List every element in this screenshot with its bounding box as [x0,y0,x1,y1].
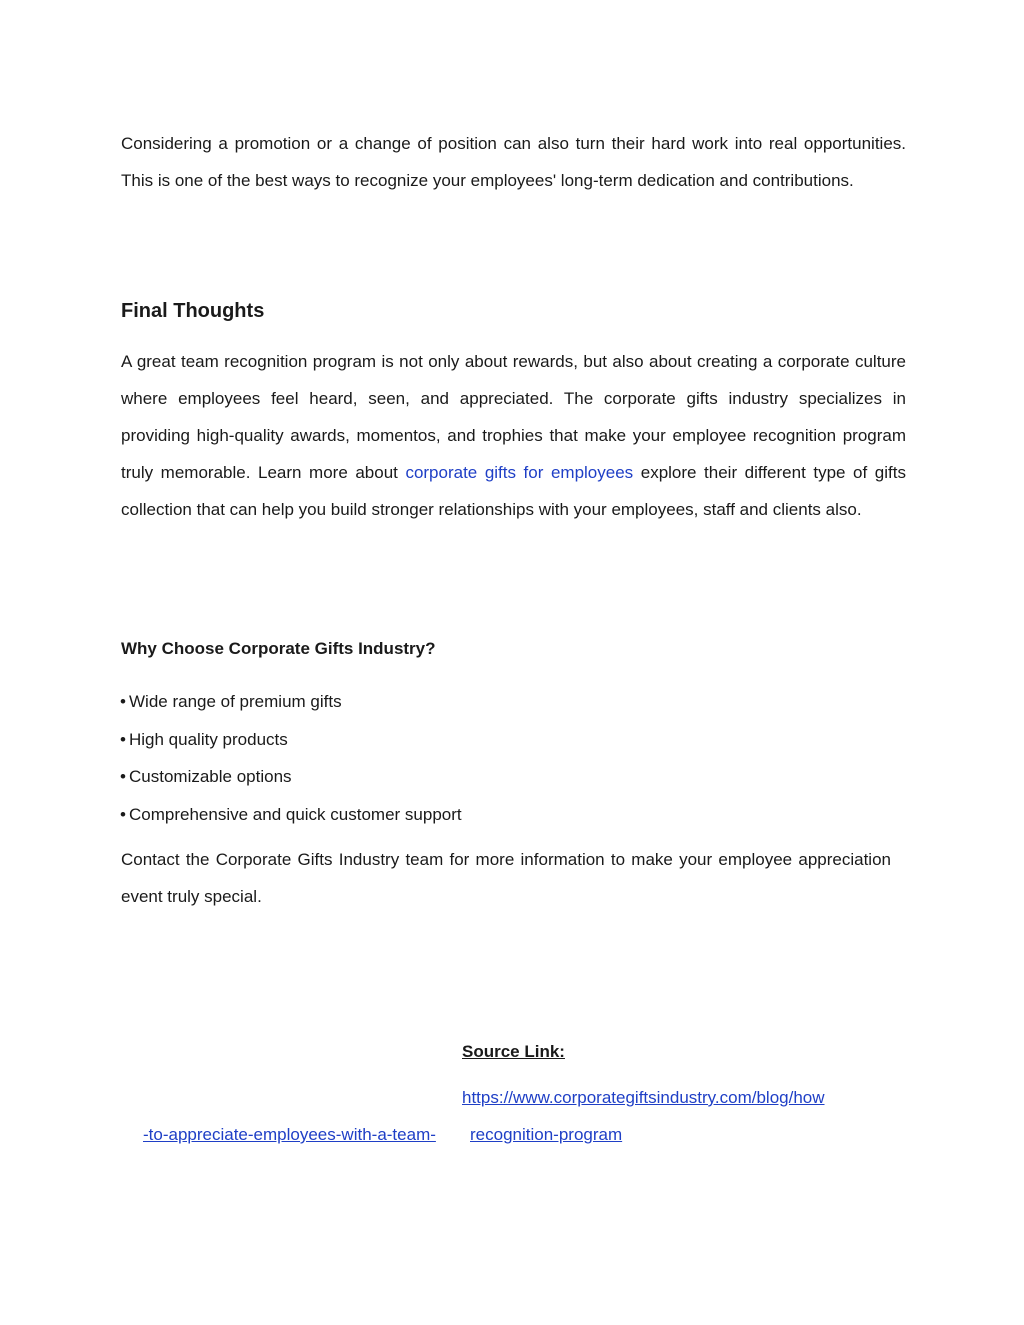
list-item-text: High quality products [129,729,288,749]
bullet-icon: • [120,767,126,786]
bullet-icon: • [120,804,126,824]
final-thoughts-text-1: A great team recognition program is not only about rewards, but also about creating a corporate culture where employees feel heard, seen, and appreciated. The corporate gifts industry specializes in providing high-quality awards, momentos, and trophies that make your employee recognition program truly memorable. Learn more about [121,352,906,482]
list-item [117,758,462,796]
final-thoughts-heading: Final Thoughts [121,300,265,322]
source-link-label: Source Link: [462,1042,565,1061]
list-item-text: Comprehensive and quick customer support [129,804,462,824]
list-item [117,721,462,759]
corporate-gifts-link[interactable]: corporate gifts for employees [405,463,634,482]
list-item [117,683,462,721]
why-choose-heading: Why Choose Corporate Gifts Industry? [121,639,436,658]
source-url-link-part-1[interactable]: https://www.corporategiftsindustry.com/blog/how [462,1088,825,1107]
bullet-icon: • [120,729,126,749]
source-url-link-part-2[interactable]: -to-appreciate-employees-with-a-team- [143,1125,436,1144]
why-choose-list [117,683,462,833]
final-thoughts-text-2: explore their different type of gifts collection that can help you build stronger relationships with your employees, staff and clients also. [121,463,906,519]
source-url-link-part-3[interactable]: recognition-program [470,1125,623,1144]
list-item [117,796,462,834]
list-item-text: Customizable options [129,767,292,786]
intro-paragraph: Considering a promotion or a change of position can also turn their hard work into real opportunities. This is one of the best ways to recognize your employees' long-term dedication and contributions. [121,134,906,190]
contact-paragraph: Contact the Corporate Gifts Industry team for more information to make your employee appreciation event truly special. [121,850,891,906]
final-thoughts-paragraph [121,343,906,528]
list-item-text: Wide range of premium gifts [129,692,342,711]
bullet-icon: • [120,692,126,711]
